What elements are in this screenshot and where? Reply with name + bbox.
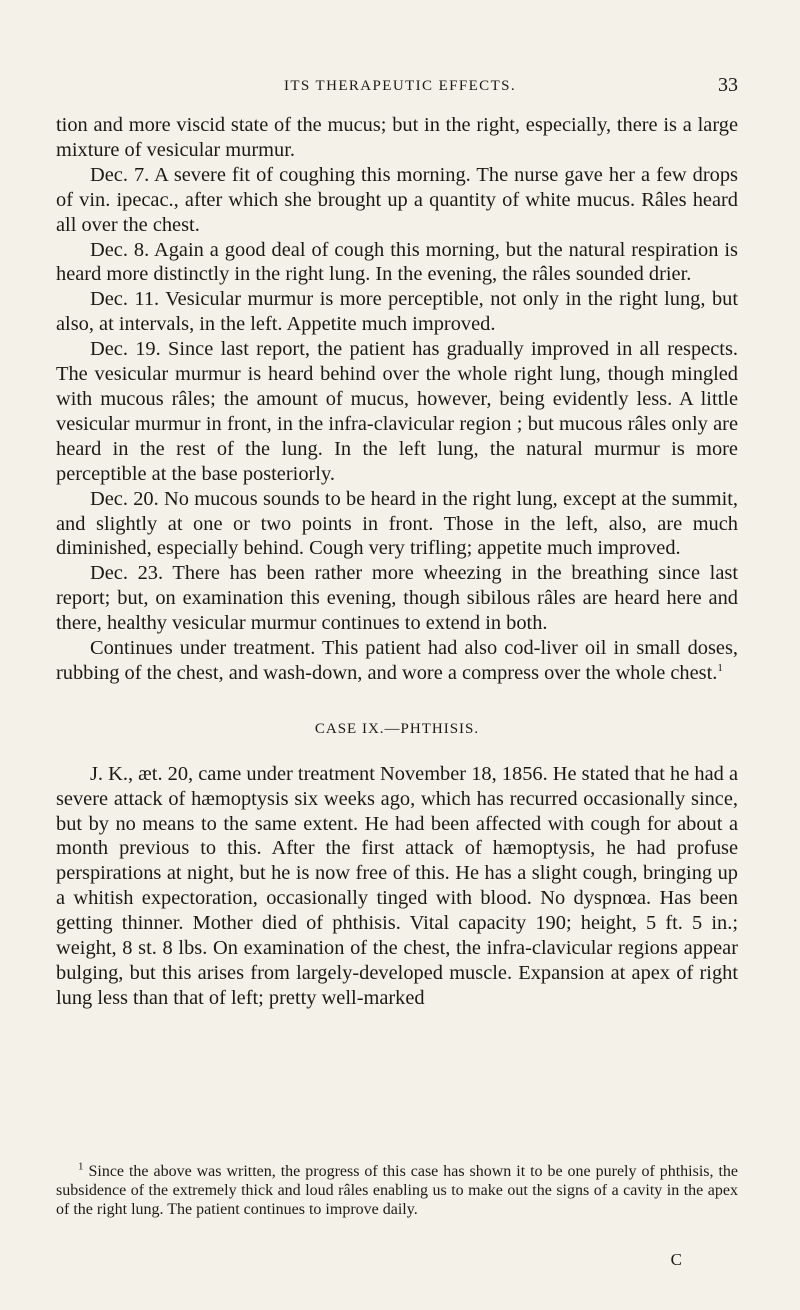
paragraph: Dec. 23. There has been rather more wheezing in the breathing since last report; but, on examination this evening, though sibilous râles are heard here and there, healthy vesicular murmur continues to extend in both. bbox=[56, 562, 738, 635]
paragraph: Dec. 20. No mucous sounds to be heard in the right lung, except at the summit, and slightly at one or two points in front. Those in the left, also, are much diminished, especially behind. Cough very trifling; appetite much improved. bbox=[56, 487, 738, 560]
paragraph-text: Continues under treatment. This patient had also cod-liver oil in small doses, rubbing of the chest, and wash-down, and wore a compress over the whole chest. bbox=[56, 637, 738, 684]
paragraph-with-footnote bbox=[56, 636, 738, 686]
paragraph: Dec. 19. Since last report, the patient has gradually improved in all respects. The vesicular murmur is heard behind over the whole right lung, though mingled with mucous râles; the amount of mucus, however, being evidently less. A little vesicular murmur in front, in the infra-clavicular region ; but mucous râles only are heard in the rest of the lung. In the left lung, the natural murmur is more perceptible at the base posteriorly. bbox=[56, 338, 738, 485]
paragraph: Dec. 8. Again a good deal of cough this morning, but the natural respiration is heard more distinctly in the right lung. In the evening, the râles sounded drier. bbox=[56, 238, 738, 286]
footnote-reference[interactable]: 1 bbox=[717, 662, 723, 675]
case-heading: CASE IX.—PHTHISIS. bbox=[314, 720, 480, 737]
body-text bbox=[56, 113, 738, 1011]
footnotes bbox=[56, 1162, 738, 1220]
signature-mark: C bbox=[670, 1250, 682, 1269]
page-number: 33 bbox=[718, 74, 738, 96]
paragraph: Dec. 7. A severe fit of coughing this morning. The nurse gave her a few drops of vin. ipecac., after which she brought up a quantity of white mucus. Râles heard all over the chest. bbox=[56, 163, 738, 236]
footnote bbox=[56, 1162, 738, 1220]
footnote-text: Since the above was written, the progress of this case has shown it to be one purely of phthisis, the subsidence of the extremely thick and loud râles enabling us to make out the signs of a cavity in the apex of the right lung. The patient continues to improve daily. bbox=[56, 1163, 739, 1219]
paragraph: tion and more viscid state of the mucus; but in the right, especially, there is a large mixture of vesicular murmur. bbox=[56, 114, 738, 161]
running-title: ITS THERAPEUTIC EFFECTS. bbox=[283, 78, 517, 94]
footnote-marker: 1 bbox=[78, 1160, 84, 1173]
case-paragraph: J. K., æt. 20, came under treatment November 18, 1856. He stated that he had a severe attack of hæmoptysis six weeks ago, which has recurred occasionally since, but by no means to the same extent. He had been affected with cough for about a month previous to this. After the first attack of hæmoptysis, he had profuse perspirations at night, but he is now free of this. He has a slight cough, bringing up a whitish expectoration, occasionally tinged with blood. No dyspnœa. Has been getting thinner. Mother died of phthisis. Vital capacity 190; height, 5 ft. 5 in.; weight, 8 st. 8 lbs. On examination of the chest, the infra-clavicular regions appear bulging, but this arises from largely-developed muscle. Expansion at apex of right lung less than that of left; pretty well-marked bbox=[56, 762, 738, 1009]
paragraph: Dec. 11. Vesicular murmur is more perceptible, not only in the right lung, but also, at intervals, in the left. Appetite much improved. bbox=[56, 288, 738, 336]
